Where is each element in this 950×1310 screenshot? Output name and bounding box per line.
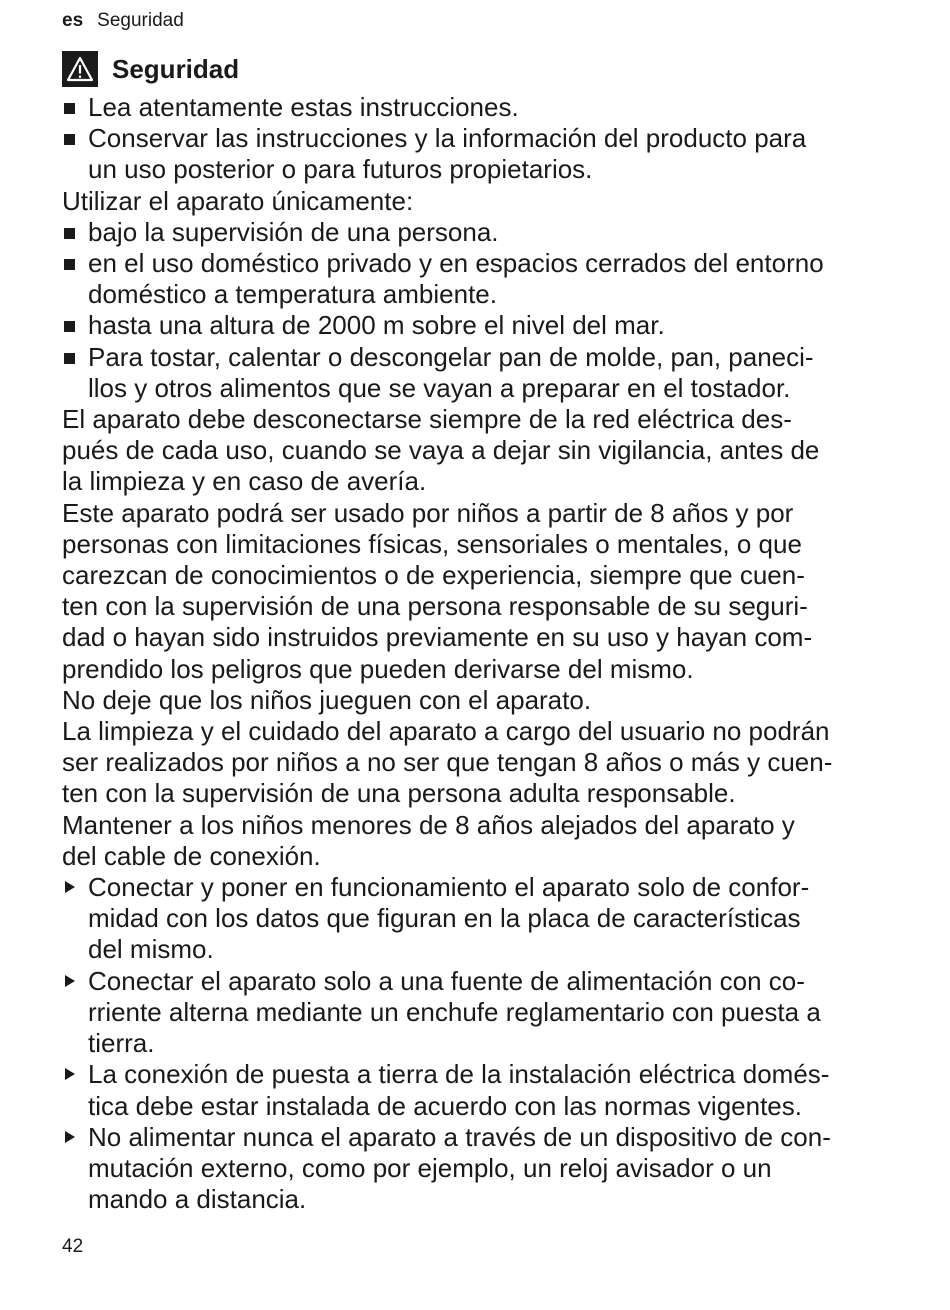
- text-line: bajo la supervisión de una persona.: [88, 216, 499, 247]
- text-line: Para tostar, calentar o descongelar pan de molde, pan, paneci-: [88, 341, 814, 372]
- section-name: Seguridad: [97, 10, 184, 31]
- square-bullet-icon: [64, 103, 75, 114]
- bullet-item: [62, 310, 902, 341]
- paragraph: [62, 716, 902, 810]
- bullet-item: [62, 342, 902, 404]
- warning-icon: [62, 51, 98, 87]
- text-line: No deje que los niños jueguen con el aparato.: [62, 684, 592, 715]
- text-line: doméstico a temperatura ambiente.: [88, 279, 497, 310]
- text-line: La conexión de puesta a tierra de la instalación eléctrica domés-: [88, 1059, 830, 1090]
- instruction-item: [62, 872, 902, 966]
- text-line: Conectar el aparato solo a una fuente de alimentación con co-: [88, 965, 805, 996]
- text-line: en el uso doméstico privado y en espacios cerrados del entorno: [88, 248, 824, 279]
- text-line: Utilizar el aparato únicamente:: [62, 185, 414, 216]
- text-line: Conectar y poner en funcionamiento el aparato solo de confor-: [88, 872, 810, 903]
- text-line: prendido los peligros que pueden derivarse del mismo.: [62, 653, 694, 684]
- text-line: dad o hayan sido instruidos previamente en su uso y hayan com-: [62, 622, 813, 653]
- paragraph: [62, 404, 902, 498]
- text-line: ten con la supervisión de una persona responsable de su seguri-: [62, 591, 808, 622]
- text-line: carezcan de conocimientos o de experiencia, siempre que cuen-: [62, 560, 805, 591]
- instruction-item: [62, 966, 902, 1060]
- arrow-bullet-icon: [65, 1131, 75, 1143]
- text-line: Mantener a los niños menores de 8 años alejados del aparato y: [62, 809, 795, 840]
- page-title: Seguridad: [112, 53, 240, 84]
- arrow-bullet-icon: [65, 975, 75, 987]
- section-heading: [62, 48, 902, 90]
- text-body: [62, 92, 902, 1215]
- text-line: hasta una altura de 2000 m sobre el nivel del mar.: [88, 310, 665, 341]
- text-line: Lea atentamente estas instrucciones.: [88, 92, 519, 122]
- square-bullet-icon: [64, 259, 75, 270]
- bullet-item: [62, 217, 902, 248]
- instruction-item: [62, 1122, 902, 1216]
- paragraph: [62, 186, 902, 217]
- text-line: mando a distancia.: [88, 1184, 307, 1215]
- text-line: rriente alterna mediante un enchufe reglamentario con puesta a: [88, 996, 821, 1027]
- text-line: pués de cada uso, cuando se vaya a dejar sin vigilancia, antes de: [62, 435, 820, 466]
- square-bullet-icon: [64, 134, 75, 145]
- paragraph: [62, 810, 902, 872]
- text-line: La limpieza y el cuidado del aparato a cargo del usuario no podrán: [62, 716, 830, 747]
- text-line: Este aparato podrá ser usado por niños a partir de 8 años y por: [62, 497, 794, 528]
- square-bullet-icon: [64, 353, 75, 364]
- paragraph: [62, 685, 902, 716]
- text-line: mutación externo, como por ejemplo, un reloj avisador o un: [88, 1152, 772, 1183]
- arrow-bullet-icon: [65, 881, 75, 893]
- arrow-bullet-icon: [65, 1068, 75, 1080]
- bullet-item: [62, 92, 902, 123]
- page-content: [62, 48, 902, 1215]
- text-line: un uso posterior o para futuros propietarios.: [88, 154, 593, 185]
- square-bullet-icon: [64, 228, 75, 239]
- text-line: midad con los datos que figuran en la placa de características: [88, 903, 801, 934]
- bullet-item: [62, 248, 902, 310]
- text-line: personas con limitaciones físicas, sensoriales o mentales, o que: [62, 528, 802, 559]
- text-line: del cable de conexión.: [62, 840, 321, 871]
- text-line: El aparato debe desconectarse siempre de la red eléctrica des-: [62, 404, 792, 435]
- text-line: tierra.: [88, 1028, 155, 1059]
- text-line: del mismo.: [88, 934, 214, 965]
- text-line: Conservar las instrucciones y la información del producto para: [88, 123, 807, 154]
- page-header: [62, 10, 184, 32]
- page-number: 42: [62, 1236, 84, 1257]
- text-line: No alimentar nunca el aparato a través de un dispositivo de con-: [88, 1121, 831, 1152]
- bullet-item: [62, 123, 902, 185]
- square-bullet-icon: [64, 321, 75, 332]
- text-line: llos y otros alimentos que se vayan a preparar en el tostador.: [88, 372, 791, 403]
- instruction-item: [62, 1059, 902, 1121]
- text-line: la limpieza y en caso de avería.: [62, 466, 427, 497]
- text-line: ten con la supervisión de una persona adulta responsable.: [62, 778, 736, 809]
- text-line: tica debe estar instalada de acuerdo con las normas vigentes.: [88, 1090, 802, 1121]
- text-line: ser realizados por niños a no ser que tengan 8 años o más y cuen-: [62, 747, 833, 778]
- paragraph: [62, 498, 902, 685]
- language-code: es: [62, 10, 84, 31]
